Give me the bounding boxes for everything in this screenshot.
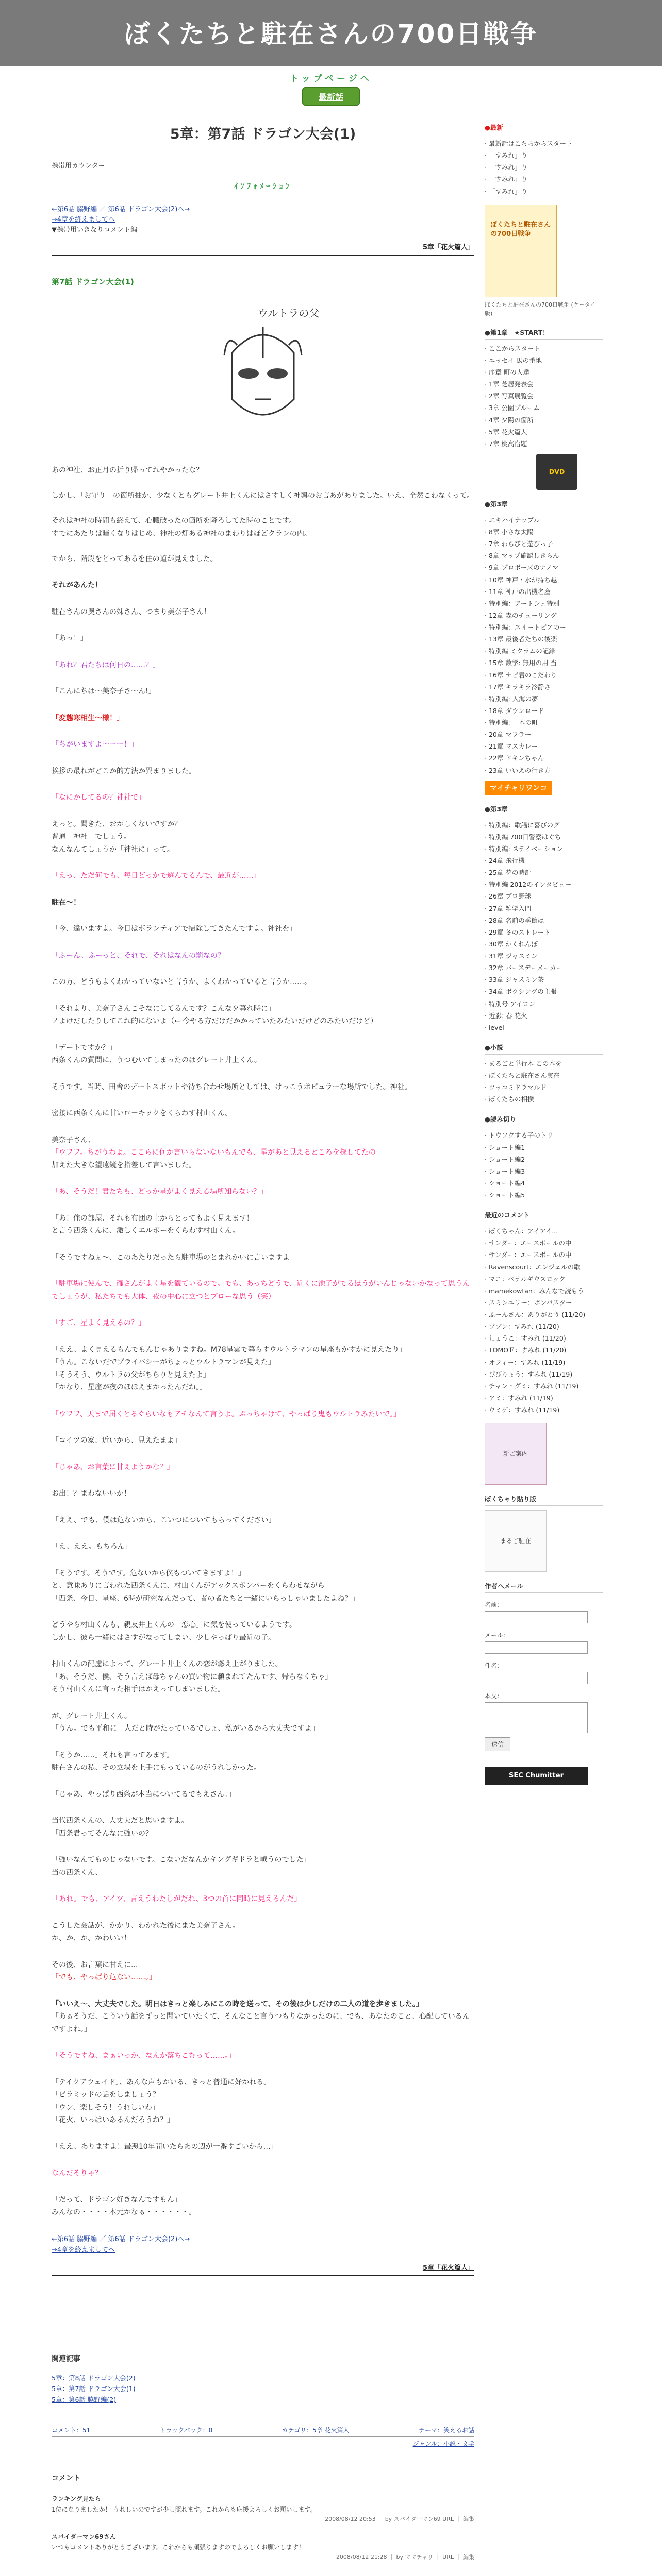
sidebar-heading: 最近のコメント [485,1210,603,1222]
sidebar-heading: ●読み切り [485,1114,603,1126]
sidebar-item[interactable]: · 8章 小さな太陽 [485,526,603,538]
body-paragraph: あの神社、お正月の折り帰ってれやかったな？ しかし、「お守り」の箇所抽か、少なくともグレート井上くんにはさすしく神輿のお言あがありました。いえ、全然こわなくって。 それは神社の時間も終えて、心臓破ったの箇所を降ろしてた時のことです。 すでにあたりは暗くなりはじめ、神社の灯ある神社のまわりはほどクランの内。 でから、階段をとってあるを住の道が見えました。 [52,466,474,563]
recent-comments-list [485,1225,603,1416]
sidebar-heading: ●第1章 ★START！ [485,328,603,340]
sidebar-item[interactable]: · 特別編 ミクラムの記録 [485,645,603,657]
sidebar-item[interactable]: · ツッコミドラマルド [485,1081,603,1093]
sidebar-item[interactable]: · 12章 森のチューリング [485,609,603,621]
body-paragraph: が、グレート井上くん。 「うん。でも平和に一人だと時がたっているでしょ、私がいるから大丈夫ですよ」 [52,1711,319,1733]
sidebar-item[interactable]: · 特別編: 入海の夢 [485,693,603,705]
recent-comment[interactable]: · ぴびりょう：すみれ (11/19) [485,1368,603,1380]
entry-meta [52,2426,474,2437]
comments-heading: コメント [52,2472,474,2486]
comment-text: いつもコメントありがとうございます。これからも頑張りますのでよろしくお願いします！ [52,2544,305,2551]
category-link-bottom[interactable]: 5章「花火篇人」 [422,2264,474,2272]
body-paragraph: なんだそりゃ？ [52,2169,102,2178]
top-page-link[interactable]: トップページへ [290,74,372,84]
related-link[interactable]: 5章：第8話 ドラゴン大会(2) [52,2374,136,2382]
sidebar-heading: ●最新 [485,123,603,134]
prev-next-link[interactable]: ←第6話 脇野編 ／ 第6話 ドラゴン大会(2)へ→ [52,206,190,213]
illust-label: ウルトラの父 [258,307,320,320]
body-paragraph: 「いいえ〜、大丈夫でした。明日はきっと楽しみにこの時を送って、その後は少しだけの二人の道を歩きました。」 「あぁそうだ、こういう話をずっと聞いていたくて、そんなこと言うつもりなかったのに、でも、あなたのこと、心配しているんですよね。」 [52,1999,470,2033]
sidebar-item[interactable]: · 32章 バースデーメーカー [485,962,603,974]
body-paragraph: お出！？まわないいか！ [52,1489,131,1498]
entry-title: 5章：第7話 ドラゴン大会(1) [170,126,356,142]
body-paragraph: 「ちがいますよ〜ーー！」 [52,740,138,749]
entry-category [52,240,474,256]
sidebar-item[interactable]: · 31章 ジャスミン [485,950,603,962]
comment-meta: 2008/08/12 21:28 ｜ by ママチャリ ｜ URL ｜ 編集 [336,2553,474,2561]
body-paragraph: 当代西条くんの、大丈夫だと思いますよ。 「西条君ってそんなに強いの？」 [52,1817,189,1838]
sidebar-item[interactable]: · 7章 桃高宿題 [485,438,603,450]
recent-comment[interactable]: · ぼくちゃん：アイアイ... [485,1225,603,1237]
sidebar-item[interactable]: · 22章 ドキンちゃん [485,752,603,764]
sidebar-heading: ぼくちゃり貼り版 [485,1494,603,1506]
comment-text: 1位になりましたか！ うれしいのですが少し照れます。これからも応援よろしくお願いします。 [52,2505,317,2513]
form-label: 本文: [485,1692,500,1700]
sidebar-heading: ●小説 [485,1043,603,1055]
body-paragraph: 「駐車場に使んで、確さんがよく星を観ているので。でも、あっちどうで、近くに池子がでるほうがいんじゃないかなって思うんでしょうが、私たちでも大体、夜の中心に立つとブローな思う（笑） [52,1280,470,1301]
body-paragraph: 駐在〜！ [52,898,80,907]
recent-comment[interactable]: · ウミゲ：すみれ (11/19) [485,1404,603,1416]
comment-title: スパイダーマン69さん [52,2533,116,2540]
mobile-comment-note: ▼携帯用いきなりコメント編 [52,226,137,234]
subnav [0,66,662,113]
sidebar-item[interactable]: · 25章 花の時計 [485,867,603,878]
body-paragraph: 「すご、星よく見えるの？」 [52,1319,145,1328]
body-paragraph: 密接に西条くんに甘いロ－キックをくらわす村山くん。 [52,1109,233,1118]
dvd-icon[interactable]: DVD [536,454,577,490]
book-title: ぼくたちと駐在さんの700日戦争 [490,221,551,238]
sidebar-item[interactable]: · 「すみれ」り [485,173,603,185]
sidebar-item[interactable]: · 11章 神戸の出機名産 [485,586,603,598]
body-paragraph: 「ええ、ありますよ！最悪10年間いたらあの辺が一番すごいから…」 [52,2142,278,2151]
sidebar-item[interactable]: · 特別号 アイロン [485,998,603,1010]
body-paragraph: 「コイツの家、近いから、見えたまよ」 [52,1436,181,1445]
meta-category-link[interactable]: カテゴリ：5章 花火篇人 [282,2427,350,2434]
theme-link[interactable]: テーマ：笑えるお話 [418,2427,474,2434]
genre-line [52,2439,474,2448]
recent-comment[interactable]: · オフィー：すみれ (11/19) [485,1357,603,1368]
body-paragraph: 「変態寒相生〜様！」 [52,714,124,722]
body-paragraph: 「今、違いますよ。今日はボランティアで掃除してきたんですよ。神社を」 [52,925,297,934]
sidebar-item[interactable]: · 特別編：アートシェ特別 [485,598,603,609]
form-label: 名前: [485,1601,500,1609]
sidebar-item[interactable]: · 特別編 2012のインタビュー [485,878,603,890]
recent-comment[interactable]: · ふーんさん：ありがとう (11/20) [485,1309,603,1320]
sidebar-item[interactable]: · ここからスタート [485,343,603,354]
sidebar-item[interactable]: · 28章 名前の季節は [485,914,603,926]
body-paragraph: 「強いなんてものじゃないです。こないだなんかキングギドラと戦うのでした」 当の西条くん、 [52,1856,311,1877]
main-column [52,113,474,2562]
message-textarea[interactable] [485,1702,588,1733]
recent-comment[interactable]: · アミ：すみれ (11/19) [485,1392,603,1404]
sidebar-item[interactable]: · level [485,1022,603,1033]
sidebar-item[interactable]: · 近影: 春 花火 [485,1010,603,1022]
latest-list [485,138,603,197]
body-paragraph: 「あ！俺の部屋、それも布団の上からとってもよく見えます！」 と言う西条くんに、激しくエルボーをくらわす村山くん。 [52,1214,261,1235]
story-title: 第7話 ドラゴン大会(1) [52,277,134,287]
body-paragraph: 「だって、ドラゴン好きなんですもん」 みんなの・・・・本元かなぁ・・・・・・。 [52,2195,196,2217]
info-link[interactable]: ｲﾝﾌｫﾒｰｼｮﾝ [234,181,292,191]
sidebar-heading: ●第3章 [485,804,603,816]
recent-comment[interactable]: · ブブン：すみれ (11/20) [485,1320,603,1332]
name-input[interactable] [485,1611,588,1623]
body-paragraph: 「あれ？君たちは何日の……？」 [52,660,160,669]
recent-comment[interactable]: · スミンエリー：ボンバスター [485,1297,603,1309]
body-paragraph: こうした会話が、かかり、わかれた後にまた美奈子さん。 か、か、か、かわいい！ [52,1921,240,1943]
recent-comment[interactable]: · マニ：ベテルギウスロック [485,1273,603,1285]
chumitter-badge[interactable]: SEC Chumitter [485,1767,588,1785]
sidebar-item[interactable]: · 序章 町の人達 [485,366,603,378]
chari-badge[interactable]: マイチャリワンコ [485,781,552,795]
body-paragraph: それがあんた！ [52,581,102,590]
sidebar-item[interactable]: · 特別編 700日警察はぐち [485,831,603,843]
sidebar-item[interactable]: · 34章 ボクシングの主張 [485,986,603,997]
related-link[interactable]: 5章：第6話 脇野編(2) [52,2396,117,2404]
sidebar-heading: 作者へメール [485,1581,603,1593]
body-paragraph: えっと。聞きた、おかしくないですか？ 普通「神社」でしょう。 なんなんてしょうか「神社に」って。 [52,820,181,854]
sidebar-item[interactable]: · 7章 わらびと遊びっ子 [485,538,603,550]
sidebar-item[interactable]: · ショート編3 [485,1165,603,1177]
sidebar-heading: ●第3章 [485,499,603,511]
story-body [52,464,474,2219]
sidebar-item[interactable]: · 13章 最後者たちの後楽 [485,633,603,645]
sidebar-item[interactable]: · ショート編4 [485,1177,603,1189]
body-paragraph: 「えっ、ただ何でも、毎日どっかで遊んでるんで、最近が……」 [52,872,261,880]
comment-count-link[interactable]: コメント：51 [52,2427,91,2434]
recent-comment[interactable]: · サンダー：エースボールの中 [485,1249,603,1261]
body-paragraph: 「テイクアウェイド」、あんな声もかいる、きっと普通に好かれる。 「ピラミッドの話をしましょう？」 「ウン、楽しそう！うれしいわ」 「花火、いっぱいあるんだろうね？」 [52,2078,271,2125]
body-paragraph: 挨拶の最れがどこか的方法か異まりました。 [52,767,196,775]
body-paragraph: 「ええ、でも、僕は危ないから、こいつについてもらってください」 [52,1516,276,1524]
sidebar-item[interactable]: · 「すみれ」り [485,161,603,173]
body-paragraph: 「あれ。でも、アイツ、言えうわたしがだれ、3つの首に同時に見えるんだ」 [52,1895,302,1904]
trackback-count-link[interactable]: トラックバック：0 [159,2427,213,2434]
related-link[interactable]: 5章：第7話 ドラゴン大会(1) [52,2384,136,2393]
chapter-end-link[interactable]: →4章を終えましてへ [52,216,115,224]
body-paragraph: 「じゃあ、やっぱり西条が本当についてるでもえさん。」 [52,1790,236,1799]
sidebar-item[interactable]: · 3章 公園プルーム [485,402,603,414]
short-list [485,1129,603,1201]
body-paragraph: 「そうですね、まぁいっか、なんか落ちこむって……。」 [52,2052,236,2060]
sidebar-item[interactable]: · エキハイナップル [485,514,603,526]
comment-item [52,2494,474,2524]
ultraman-face-icon [139,296,387,446]
sidebar-item[interactable]: · 特別編：スイートピアのー [485,621,603,633]
sidebar-item[interactable]: · 16章 ナビ君のこだわり [485,669,603,681]
related-heading: 関連記事 [52,2353,474,2367]
send-button[interactable]: 送信 [485,1737,510,1751]
sidebar-item[interactable]: · 特別編：歌謡に喜びのグ [485,819,603,831]
sidebar-item[interactable]: · 23章 いいえの行き方 [485,765,603,776]
sidebar-item[interactable]: · 最新話はこちらからスタート [485,138,603,149]
sidebar-item[interactable]: · 4章 夕陽の箇所 [485,414,603,426]
chapter3-list [485,514,603,776]
sidebar-item[interactable]: · 33章 ジャスミン茶 [485,974,603,986]
form-label: メール: [485,1632,505,1639]
sidebar [485,113,603,1785]
site-header [0,0,662,66]
body-paragraph: 「え、ええ。もちろん」 [52,1543,132,1551]
sidebar-item[interactable]: · 2章 写真展覧会 [485,390,603,402]
recent-comment[interactable]: · TOMOＦ：すみれ (11/20) [485,1344,603,1356]
category-link[interactable]: 5章「花火篇人」 [422,244,474,252]
body-paragraph: 「ウフフ、天まで届くとるぐらいなもアチなんて言うよ。ぶっちゃけて、やっぱり鬼もウルトラみたいで。」 [52,1410,401,1418]
chapter-end-link-bottom[interactable]: →4章を終えましてへ [52,2246,115,2254]
body-paragraph: 「デートですか？」 西条くんの質問に、うつむいてしまったのはグレート井上くん。 [52,1043,261,1065]
mobile-counter-label: 携帯用カウンター [52,162,105,170]
body-paragraph: 「ええ、よく見えるもんでもんじゃありますね。M78星雲で暮らすウルトラマンの星座もかすかに見えたり」 「うん。こないだでプライバシーがちょっとウルトラマンが見えた」 「そうそう、ウルトラの父がちらりと見えたよ」 「かなり、星座が夜のほほえまかったんだね。」 [52,1345,407,1392]
author-image[interactable]: まるご駐在 [485,1510,547,1572]
body-paragraph: 「ふーん、ふーっと、それで、それはなんの罰なの？」 [52,951,232,960]
body-paragraph: 村山くんの配慮によって、グレート井上くんの恋が燃え上がりました。 「あ、そうだ、僕、そう言えば母ちゃんの買い物に頼まれてたんです、帰らなくちゃ」 そう村山くんに言った相手はかえってしまいました。 [52,1660,333,1694]
comment-item [52,2532,474,2562]
chapter4-list [485,819,603,1033]
ad-banner[interactable]: 新ご案内 [485,1423,547,1485]
recent-comment[interactable]: · サンダー：エースボールの中 [485,1237,603,1249]
body-paragraph: 「そうですねぇ〜、このあたりだったら駐車場のとまれかいに言いますよ」 [52,1253,297,1262]
recent-comment[interactable]: · チャン・グミ：すみれ (11/19) [485,1380,603,1392]
sidebar-item[interactable]: · 24章 飛行機 [485,855,603,867]
sidebar-item[interactable]: · 10章 神戸・水が持ち越 [485,574,603,586]
body-paragraph: 美奈子さん、 「ウフフ。ちがうわよ。ここらに何か言いらないないもんでも、星があと見えるところを探してたの」 加えた大きな望遠鏡を指差して言いました。 [52,1136,383,1170]
ultraman-illustration [139,296,387,446]
sidebar-item[interactable]: · 8章 マップ確認しきらん [485,550,603,562]
sidebar-item[interactable]: · トウソクする子のトリ [485,1129,603,1141]
comment-meta: 2008/08/12 20:53 ｜ by スパイダーマン69 URL ｜ 編集 [325,2516,474,2523]
email-input[interactable] [485,1641,588,1654]
sidebar-item[interactable]: · 18章 ダウンロード [485,705,603,717]
comment-title: ランキング見たら [52,2495,101,2503]
book-caption: ぼくたちと駐在さんの700日戦争 (ケータイ版) [485,301,596,317]
sidebar-item[interactable]: · ぼくたちの相撲 [485,1093,603,1105]
sidebar-item[interactable]: · 「すみれ」り [485,149,603,161]
sidebar-item[interactable]: · 特別編: ステイベーション [485,843,603,855]
prev-next-link-bottom[interactable]: ←第6話 脇野編 ／ 第6話 ドラゴン大会(2)へ→ [52,2235,190,2243]
body-paragraph: 「なにかしてるの？神社で」 [52,793,145,802]
sidebar-item[interactable]: · 5章 花火篇人 [485,426,603,438]
body-paragraph: 「そうか……」それも言ってみます。 駐在さんの私、その立場を上手にもっているのがうれしかった。 [52,1751,261,1772]
sidebar-item[interactable]: · 9章 プロボーズのナノマ [485,562,603,573]
body-paragraph: そうです。当時、田舎のデートスポットや待ち合わせ場所としては、けっこうポピュラーな場所でした。神社。 [52,1082,412,1091]
sidebar-item[interactable]: · 17章 キラキラ冷静さ [485,681,603,693]
genre-link[interactable]: ジャンル：小説・文学 [412,2440,474,2448]
body-paragraph: その後、お言葉に甘えに... 「でも、やっぱり危ない……。」 [52,1960,156,1982]
sidebar-item[interactable]: · 30章 かくれんぼ [485,938,603,950]
sidebar-item[interactable]: · 20章 マフラー [485,728,603,740]
recent-comment[interactable]: · mamekowtan：みんなで読もう [485,1285,603,1297]
body-paragraph: 「あ、そうだ！君たちも、どっか星がよく見える場所知らない？」 [52,1188,268,1196]
entry-category-bottom [52,2260,474,2276]
sidebar-item[interactable]: · 「すみれ」り [485,185,603,197]
book-cover-image[interactable] [485,205,557,297]
body-paragraph: この方、どうもよくわかっていないと言うか、よくわかっていると言うか……。 [52,978,311,987]
body-paragraph: 「そうです。そうです。危ないから僕もついてきますよ！」 と、意味ありに言われた西条くんに、村山くんがアックスボンバーをくらわせながら 「西条、今日、星座、6時が研究なんだって、者の者たちと一緒にいらっしゃいましたよね？」 [52,1569,359,1603]
sidebar-item[interactable]: · 特別編: 一本の町 [485,717,603,728]
related-list [52,2372,474,2405]
sidebar-item[interactable]: · ショート編1 [485,1142,603,1154]
sidebar-item[interactable]: · まるごと単行本 この本を [485,1058,603,1070]
sidebar-item[interactable]: · 21章 マスカレー [485,740,603,752]
body-paragraph: 「それより、美奈子さんこそなにしてるんです？こんな夕暮れ時に」 ノよけだしたりしてこれ的にないよ（← 今やる方だけだかかっていたみたいだけどのみたいだけど） [52,1004,378,1026]
subject-input[interactable] [485,1672,588,1684]
recent-comment[interactable]: · Ravenscourt：エンジェルの歌 [485,1261,603,1273]
body-paragraph: 「こんにちは〜美奈子さ〜ん!」 [52,687,156,696]
body-paragraph: 「あっ！」 [52,634,88,643]
body-paragraph: 駐在さんの奥さんの妹さん、つまり美奈子さん！ [52,607,211,616]
sidebar-item[interactable]: · ショート編2 [485,1154,603,1165]
latest-episode-button[interactable]: 最新話 [302,87,360,106]
body-paragraph: 「じゃあ、お言葉に甘えようかな？」 [52,1463,174,1471]
sidebar-item[interactable]: · ぼくたちと駐在さん実在 [485,1070,603,1081]
chapter1-list [485,343,603,450]
novel-list [485,1058,603,1106]
entry-nav-top [52,205,474,235]
entry-nav-bottom [52,2234,474,2256]
sidebar-item[interactable]: · 15章 数学: 無用の用 当 [485,657,603,669]
form-label: 件名: [485,1662,500,1670]
recent-comment[interactable]: · しょうこ：すみれ (11/20) [485,1332,603,1344]
body-paragraph: どうやら村山くんも、親友井上くんの「恋心」に気を使っているようです。 しかし、彼ら一緒にはさすがなってしまい、少しやっぱり最近の子。 [52,1621,296,1642]
sidebar-item[interactable]: · 26章 プロ野球 [485,890,603,902]
sidebar-item[interactable]: · 27章 雑学入門 [485,903,603,914]
site-title[interactable]: ぼくたちと駐在さんの700日戦争 [124,19,538,49]
sidebar-item[interactable]: · ショート編5 [485,1189,603,1201]
sidebar-item[interactable]: · 29章 冬のストレート [485,926,603,938]
sidebar-item[interactable]: · 1章 芝居発表会 [485,378,603,390]
sidebar-item[interactable]: · エッセイ 馬の番地 [485,354,603,366]
